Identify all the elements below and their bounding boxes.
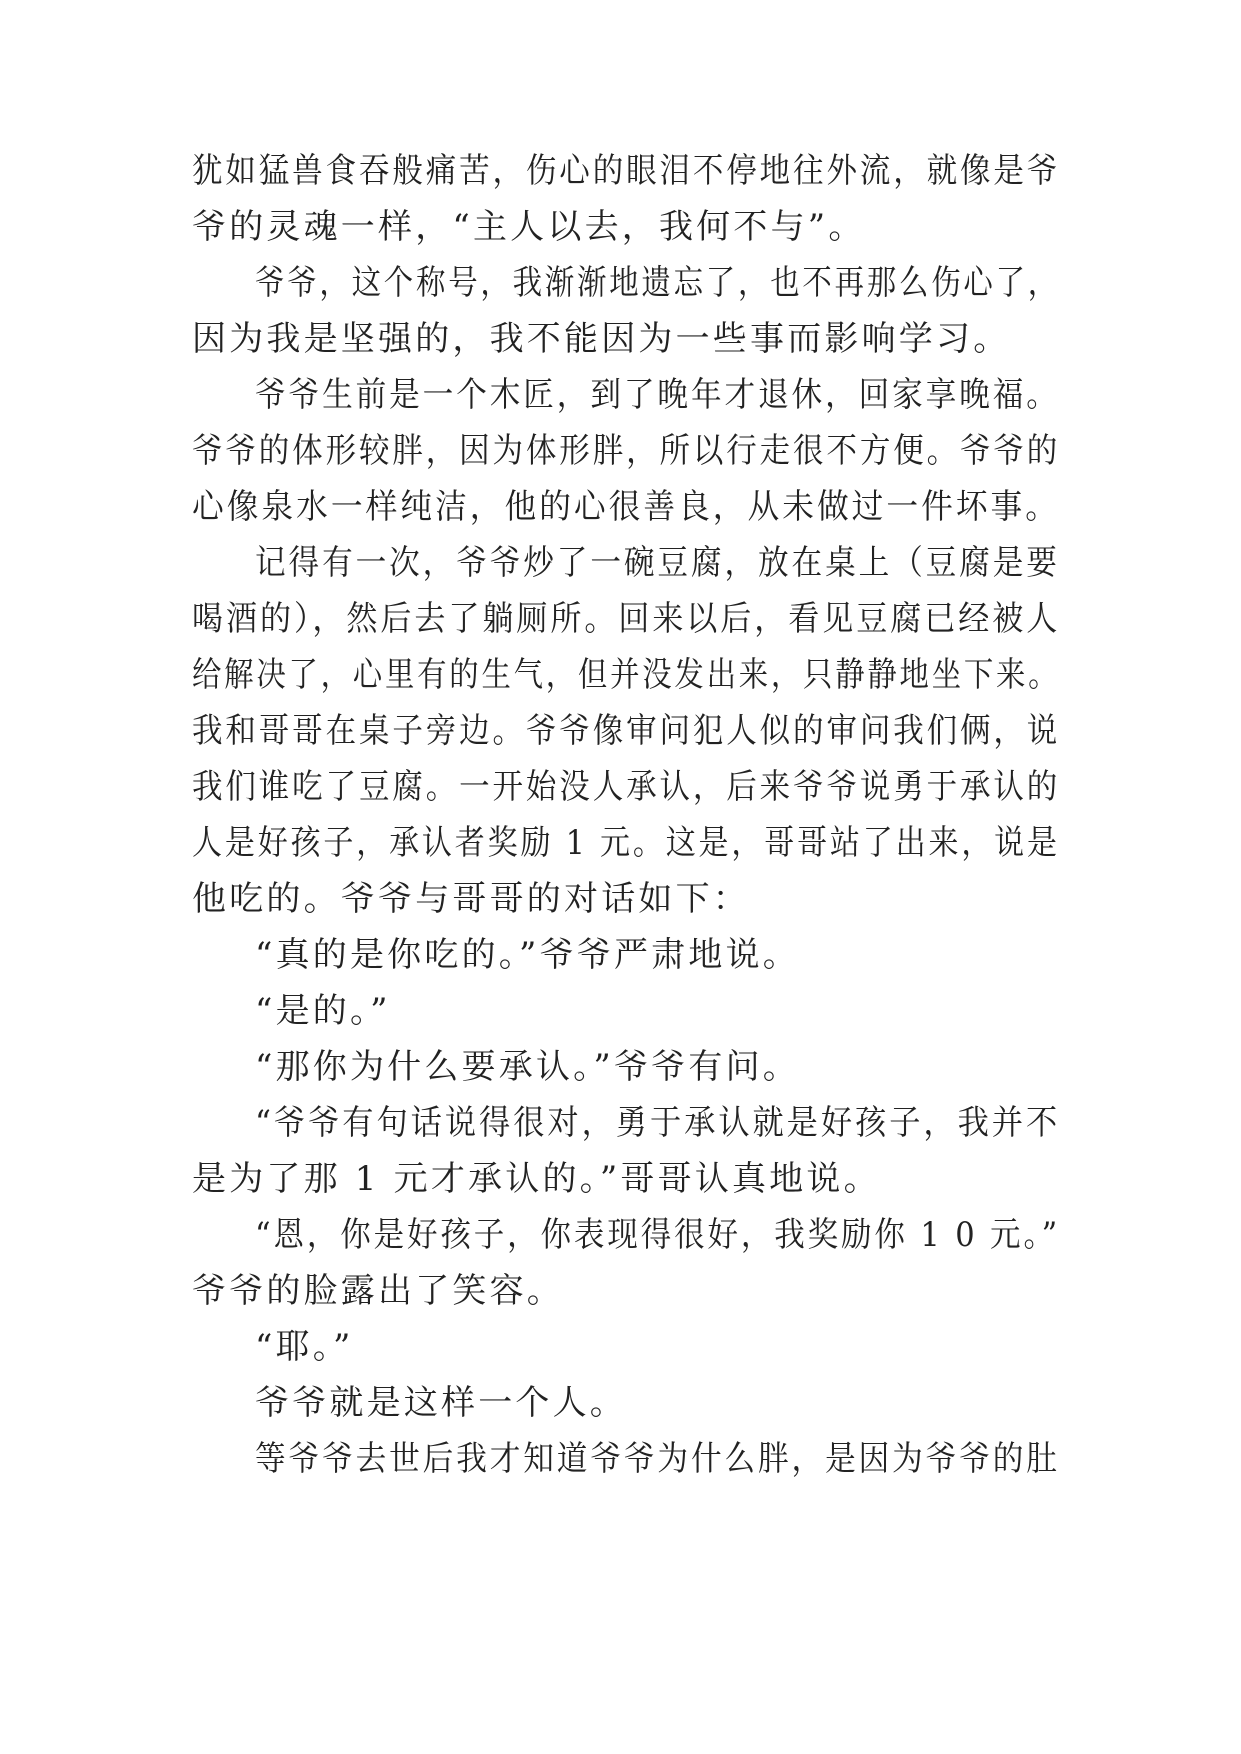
text-line: 爷爷，这个称号，我渐渐地遗忘了，也不再那么伤心了， — [255, 263, 1060, 303]
text-line: 爷的灵魂一样，“主人以去，我何不与”。 — [192, 207, 866, 247]
text-line: 犹如猛兽食吞般痛苦，伤心的眼泪不停地往外流，就像是爷 — [192, 151, 1061, 191]
text-line: “耶。” — [255, 1327, 354, 1367]
text-line: 爷爷的体形较胖，因为体形胖，所以行走很不方便。爷爷的 — [192, 431, 1061, 471]
text-line: 人是好孩子，承认者奖励 1 元。这是，哥哥站了出来，说是 — [192, 823, 1060, 863]
text-line: 我们谁吃了豆腐。一开始没人承认，后来爷爷说勇于承认的 — [192, 767, 1061, 807]
text-line: 爷爷的脸露出了笑容。 — [192, 1271, 564, 1311]
text-line: 我和哥哥在桌子旁边。爷爷像审问犯人似的审问我们俩，说 — [192, 711, 1061, 751]
text-line: 是为了那 1 元才承认的。”哥哥认真地说。 — [192, 1159, 881, 1199]
text-line: “那你为什么要承认。”爷爷有问。 — [255, 1047, 800, 1087]
text-line: “是的。” — [255, 991, 391, 1031]
text-line: 爷爷就是这样一个人。 — [255, 1383, 627, 1423]
text-line: 喝酒的），然后去了躺厕所。回来以后，看见豆腐已经被人 — [192, 599, 1061, 639]
text-line: “真的是你吃的。”爷爷严肃地说。 — [255, 935, 800, 975]
text-line: 给解决了，心里有的生气，但并没发出来，只静静地坐下来。 — [192, 655, 1061, 695]
text-line: “恩，你是好孩子，你表现得很好，我奖励你 1 0 元。” — [255, 1215, 1061, 1255]
text-line: 因为我是坚强的，我不能因为一些事而影响学习。 — [192, 319, 1011, 359]
text-line: 等爷爷去世后我才知道爷爷为什么胖，是因为爷爷的肚 — [255, 1439, 1060, 1479]
text-line: “爷爷有句话说得很对，勇于承认就是好孩子，我并不 — [255, 1103, 1061, 1143]
text-line: 爷爷生前是一个木匠，到了晚年才退休，回家享晚福。 — [255, 375, 1060, 415]
text-line: 记得有一次，爷爷炒了一碗豆腐，放在桌上（豆腐是要 — [255, 543, 1060, 583]
text-line: 心像泉水一样纯洁，他的心很善良，从未做过一件坏事。 — [192, 487, 1060, 527]
text-line: 他吃的。爷爷与哥哥的对话如下： — [192, 879, 750, 919]
